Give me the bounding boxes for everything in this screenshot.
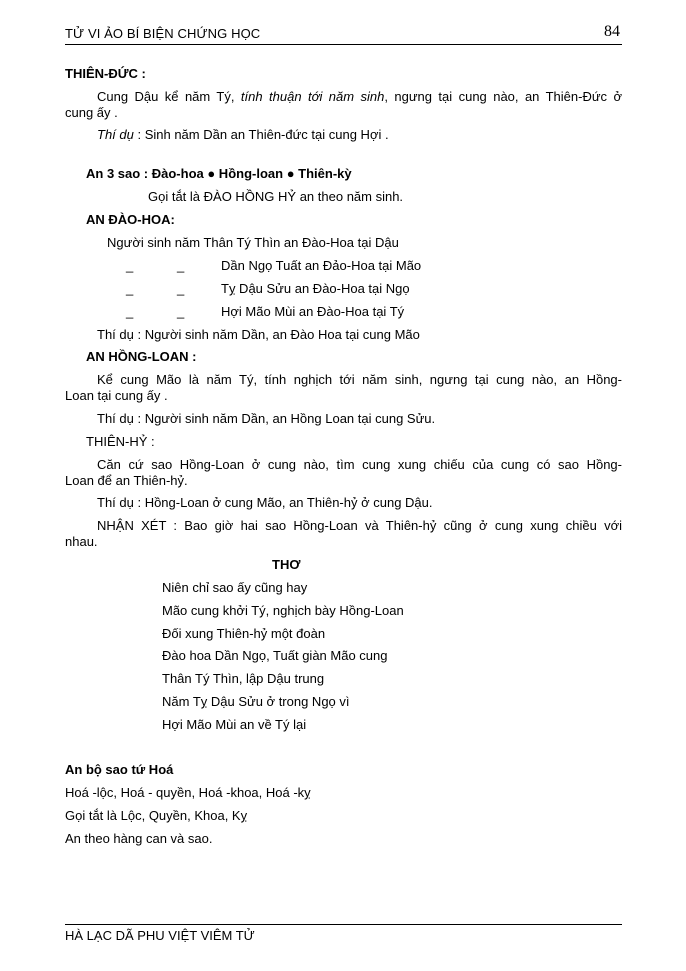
thien-hy-heading: THIÊN-HỶ : xyxy=(86,434,155,449)
poem-line: Hợi Mão Mùi an về Tý lại xyxy=(162,717,307,732)
hong-loan-paragraph-line2: Loan tại cung ấy . xyxy=(65,388,168,403)
poem-line: Niên chỉ sao ấy cũng hay xyxy=(162,580,308,595)
dao-hoa-line: Dần Ngọ Tuất an Đảo-Hoa tại Mão xyxy=(221,258,422,273)
dao-hoa-heading: AN ĐÀO-HOA: xyxy=(86,212,175,227)
dao-hoa-example: Thí dụ : Người sinh năm Dần, an Đào Hoa tại cung Mão xyxy=(97,327,420,342)
poem-title: THƠ xyxy=(272,557,301,572)
hong-loan-paragraph-line1: Kể cung Mão là năm Tý, tính nghịch tới năm sinh, ngưng tại cung nào, an Hồng- xyxy=(97,372,622,387)
hong-loan-example: Thí dụ : Người sinh năm Dần, an Hồng Loan tại cung Sửu. xyxy=(97,411,436,426)
page-header xyxy=(65,23,622,45)
nhan-xet-line2: nhau. xyxy=(65,534,98,549)
text-run: : Sinh năm Dần an Thiên-đức tại cung Hợi . xyxy=(133,127,389,142)
header-title: TỬ VI ẢO BÍ BIỆN CHỨNG HỌC xyxy=(65,26,261,41)
tu-hoa-heading: An bộ sao tứ Hoá xyxy=(65,762,174,777)
an-3-sao-subtitle: Gọi tắt là ĐÀO HỒNG HỶ an theo năm sinh. xyxy=(148,189,404,204)
thien-duc-paragraph-line1 xyxy=(97,89,622,105)
poem-line: Thân Tý Thìn, lập Dậu trung xyxy=(162,671,325,686)
text-run: Cung Dậu kể năm Tý, xyxy=(97,89,241,104)
thien-hy-example: Thí dụ : Hồng-Loan ở cung Mão, an Thiên-hỷ ở cung Dậu. xyxy=(97,495,433,510)
ditto-mark: _ xyxy=(177,304,185,319)
thien-duc-heading: THIÊN-ĐỨC : xyxy=(65,66,146,81)
poem-line: Đối xung Thiên-hỷ một đoàn xyxy=(162,626,326,641)
dao-hoa-line: Hợi Mão Mùi an Đào-Hoa tại Tý xyxy=(221,304,405,319)
nhan-xet-line1: NHẬN XÉT : Bao giờ hai sao Hồng-Loan và Thiên-hỷ cũng ở cung xung chiều với xyxy=(97,518,622,533)
tu-hoa-line: Gọi tắt là Lộc, Quyền, Khoa, Kỵ xyxy=(65,808,248,823)
page-footer xyxy=(65,924,622,943)
tu-hoa-line: An theo hàng can và sao. xyxy=(65,831,213,846)
thien-duc-example xyxy=(97,127,389,143)
poem-line: Năm Tỵ Dậu Sửu ở trong Ngọ vì xyxy=(162,694,350,709)
poem-line: Mão cung khởi Tý, nghịch bày Hồng-Loan xyxy=(162,603,404,618)
thien-hy-paragraph-line2: Loan để an Thiên-hỷ. xyxy=(65,473,188,488)
ditto-mark: _ xyxy=(126,258,134,273)
an-3-sao-heading: An 3 sao : Đào-hoa ● Hồng-loan ● Thiên-kỳ xyxy=(86,166,352,181)
ditto-mark: _ xyxy=(126,281,134,296)
italic-run: Thí dụ xyxy=(97,127,134,142)
page-number: 84 xyxy=(604,23,620,40)
thien-duc-paragraph-line2: cung ấy . xyxy=(65,105,118,120)
footer-title: HÀ LẠC DÃ PHU VIỆT VIÊM TỬ xyxy=(65,928,255,943)
italic-run: tính thuận tới năm sinh xyxy=(240,89,385,104)
ditto-mark: _ xyxy=(177,281,185,296)
thien-hy-paragraph-line1: Căn cứ sao Hồng-Loan ở cung nào, tìm cung xung chiếu của cung có sao Hồng- xyxy=(97,457,622,472)
poem-line: Đào hoa Dần Ngọ, Tuất giàn Mão cung xyxy=(162,648,388,663)
ditto-mark: _ xyxy=(126,304,134,319)
hong-loan-heading: AN HỒNG-LOAN : xyxy=(86,349,197,364)
dao-hoa-line: Tỵ Dậu Sửu an Đào-Hoa tại Ngọ xyxy=(221,281,410,296)
ditto-mark: _ xyxy=(177,258,185,273)
text-run: , ngưng tại cung nào, an Thiên-Đức ở xyxy=(384,89,622,104)
tu-hoa-line: Hoá -lộc, Hoá - quyền, Hoá -khoa, Hoá -kỵ xyxy=(65,785,311,800)
dao-hoa-line: Người sinh năm Thân Tý Thìn an Đào-Hoa tại Dậu xyxy=(107,235,399,250)
